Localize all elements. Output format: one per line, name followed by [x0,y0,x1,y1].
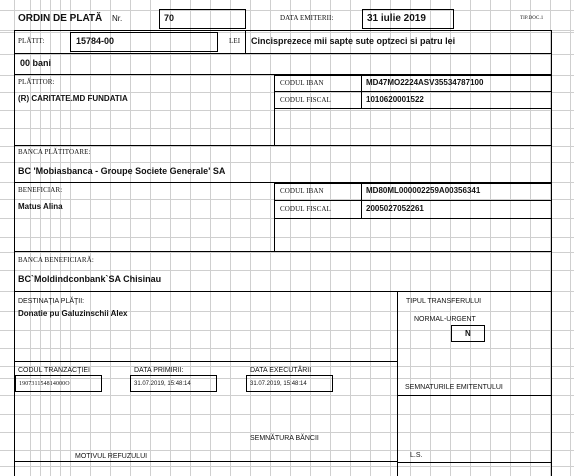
beneficiary-fiscal-label: CODUL FISCAL [280,205,331,213]
amount-label: PLĂTIT: [18,37,45,45]
payer-fiscal-label: CODUL FISCAL [280,96,331,104]
purpose-label: DESTINAŢIA PLĂŢII: [18,298,85,305]
received-date-label: DATA PRIMIRII: [134,367,184,374]
payer-iban: MD47MO2224ASV35534787100 [366,78,484,87]
issuer-signatures-label: SEMNATURILE EMITENTULUI [405,384,503,391]
amount-value: 15784-00 [76,36,115,46]
nr-box [159,9,246,29]
tip-doc: TIP.DOC.1 [520,16,544,21]
beneficiary-iban-label: CODUL IBAN [280,187,324,195]
payer-bank-label: BANCA PLĂTITOARE: [18,148,91,156]
beneficiary-iban: MD80ML000002259A00356341 [366,186,481,195]
refusal-reason-label: MOTIVUL REFUZULUI [75,453,148,460]
execution-date-value: 31.07.2019, 15:48:14 [250,381,307,387]
execution-date-label: DATA EXECUTĂRII [250,367,312,374]
currency-label: LEI [229,37,241,45]
transfer-type-label: TIPUL TRANSFERULUI [406,298,482,305]
received-date-value: 31.07.2019, 15:48:14 [134,381,191,387]
bank-signature-label: SEMNĂTURA BĂNCII [250,435,319,442]
execution-date-box [246,375,333,392]
ls-label: L.S. [410,452,423,459]
payer-name: (R) CARITATE.MD FUNDATIA [18,94,128,103]
beneficiary-bank-name: BC`Moldindconbank`SA Chisinau [18,274,162,284]
document-title: ORDIN DE PLATĂ [18,13,103,24]
amount-words: Cincisprezece mii sapte sute optzeci si patru lei [251,36,456,46]
nr-value: 70 [164,13,175,23]
beneficiary-fiscal: 2005027052261 [366,204,424,213]
purpose-text: Donatie pu Galuzinschii Alex [18,309,128,318]
beneficiary-name: Matus Alina [18,202,63,211]
payer-bank-name: BC 'Mobiasbanca - Groupe Societe Generale' SA [18,166,226,176]
transaction-code-label: CODUL TRANZACŢIEI [18,367,90,374]
transaction-code-value: 190731154814000O [19,381,70,387]
date-box [362,9,454,29]
payer-label: PLĂTITOR: [18,78,55,86]
transfer-type-value: N [465,329,471,338]
transfer-type-name: NORMAL-URGENT [414,316,476,323]
payer-iban-label: CODUL IBAN [280,79,324,87]
date-label: DATA EMITERII: [280,14,334,22]
transaction-code-box [15,375,102,392]
transfer-type-box [451,325,485,342]
received-date-box [130,375,217,392]
amount-words-cont: 00 bani [20,58,52,68]
nr-label: Nr. [112,14,123,23]
payer-fiscal: 1010620001522 [366,95,424,104]
beneficiary-label: BENEFICIAR: [18,186,63,194]
issue-date: 31 iulie 2019 [367,13,426,24]
amount-box [70,32,218,52]
beneficiary-bank-label: BANCA BENEFICIARĂ: [18,256,94,264]
